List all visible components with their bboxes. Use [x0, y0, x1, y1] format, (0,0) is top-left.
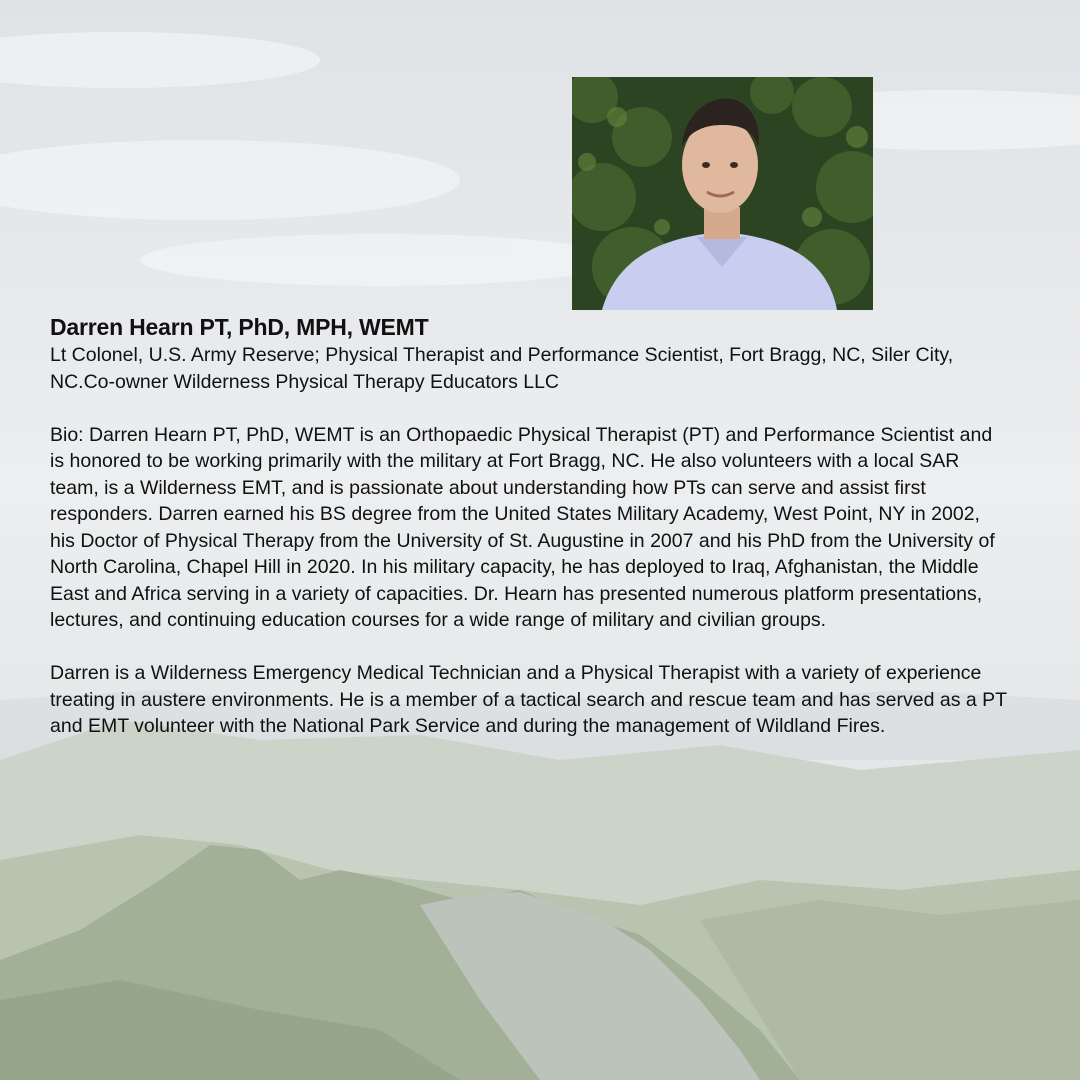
- person-name: Darren Hearn PT, PhD, MPH, WEMT: [50, 314, 429, 340]
- person-title: Lt Colonel, U.S. Army Reserve; Physical Therapist and Performance Scientist, Fort Bragg, NC, Siler City, NC.Co-owner Wilderness Physical Therapy Educators LLC: [50, 344, 954, 393]
- experience-paragraph: Darren is a Wilderness Emergency Medical Technician and a Physical Therapist with a variety of experience treating in austere environments. He is a member of a tactical search and rescue team and has served as a PT and EMT volunteer with the National Park Service and during the management of Wildland Fires.: [50, 662, 1007, 737]
- profile-photo: [572, 77, 873, 310]
- bio-content: [50, 312, 1010, 740]
- bio-paragraph: Bio: Darren Hearn PT, PhD, WEMT is an Orthopaedic Physical Therapist (PT) and Performance Scientist and is honored to be working primarily with the military at Fort Bragg, NC. He also volunteers with a local SAR team, is a Wilderness EMT, and is passionate about understanding how PTs can serve and assist first responders. Darren earned his BS degree from the United States Military Academy, West Point, NY in 2002, his Doctor of Physical Therapy from the University of St. Augustine in 2007 and his PhD from the University of North Carolina, Chapel Hill in 2020. In his military capacity, he has deployed to Iraq, Afghanistan, the Middle East and Africa serving in a variety of capacities. Dr. Hearn has presented numerous platform presentations, lectures, and continuing education courses for a wide range of military and civilian groups.: [50, 423, 995, 631]
